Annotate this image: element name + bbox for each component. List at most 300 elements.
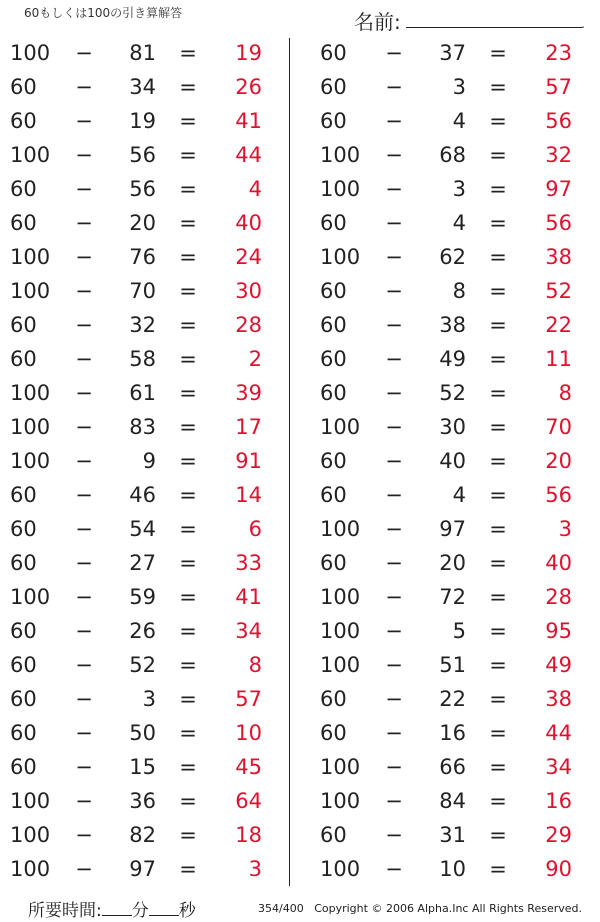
minuend: 100 xyxy=(320,245,361,269)
problem-row xyxy=(0,206,290,240)
answer: 90 xyxy=(545,857,572,881)
equals-sign: = xyxy=(179,857,197,881)
answer: 30 xyxy=(235,279,262,303)
seconds-blank xyxy=(149,901,179,916)
answer: 91 xyxy=(235,449,262,473)
minus-sign: − xyxy=(75,517,93,541)
minus-sign: − xyxy=(75,313,93,337)
problem-row xyxy=(310,342,600,376)
minus-sign: − xyxy=(385,347,403,371)
problem-row xyxy=(310,580,600,614)
problem-row xyxy=(310,444,600,478)
answer: 38 xyxy=(545,245,572,269)
answer: 34 xyxy=(545,755,572,779)
minuend: 100 xyxy=(10,415,51,439)
minuend: 100 xyxy=(320,415,361,439)
equals-sign: = xyxy=(179,823,197,847)
answer: 64 xyxy=(235,789,262,813)
minuend: 60 xyxy=(320,449,347,473)
problem-row xyxy=(0,750,290,784)
minus-sign: − xyxy=(75,687,93,711)
minus-sign: − xyxy=(385,551,403,575)
minuend: 60 xyxy=(10,687,37,711)
equals-sign: = xyxy=(179,517,197,541)
minuend: 60 xyxy=(320,721,347,745)
minus-sign: − xyxy=(385,857,403,881)
minus-sign: − xyxy=(385,279,403,303)
name-label: 名前: xyxy=(354,10,401,34)
answer: 18 xyxy=(235,823,262,847)
minus-sign: − xyxy=(385,687,403,711)
answer: 8 xyxy=(248,653,262,677)
problem-column-left xyxy=(0,36,290,886)
minutes-blank xyxy=(102,901,132,916)
equals-sign: = xyxy=(489,653,507,677)
minuend: 60 xyxy=(10,517,37,541)
equals-sign: = xyxy=(489,721,507,745)
subtrahend: 61 xyxy=(129,381,156,405)
minuend: 100 xyxy=(320,619,361,643)
problem-row xyxy=(310,716,600,750)
subtrahend: 9 xyxy=(142,449,156,473)
problem-row xyxy=(310,648,600,682)
subtrahend: 50 xyxy=(129,721,156,745)
problem-row xyxy=(0,138,290,172)
answer: 56 xyxy=(545,483,572,507)
problem-column-right xyxy=(310,36,600,886)
name-field-dot: . xyxy=(581,17,585,31)
subtrahend: 46 xyxy=(129,483,156,507)
answer: 44 xyxy=(545,721,572,745)
equals-sign: = xyxy=(489,245,507,269)
subtrahend: 31 xyxy=(439,823,466,847)
subtrahend: 4 xyxy=(452,109,466,133)
minus-sign: − xyxy=(75,483,93,507)
equals-sign: = xyxy=(489,585,507,609)
answer: 20 xyxy=(545,449,572,473)
seconds-unit: 秒 xyxy=(178,901,196,921)
equals-sign: = xyxy=(489,347,507,371)
answer: 2 xyxy=(248,347,262,371)
subtrahend: 66 xyxy=(439,755,466,779)
minuend: 60 xyxy=(320,823,347,847)
subtrahend: 19 xyxy=(129,109,156,133)
equals-sign: = xyxy=(489,143,507,167)
problem-row xyxy=(310,206,600,240)
subtrahend: 76 xyxy=(129,245,156,269)
answer: 19 xyxy=(235,41,262,65)
time-label: 所要時間: xyxy=(28,901,102,921)
answer: 8 xyxy=(558,381,572,405)
problem-row xyxy=(0,784,290,818)
subtrahend: 4 xyxy=(452,211,466,235)
problem-row xyxy=(0,36,290,70)
equals-sign: = xyxy=(179,279,197,303)
minus-sign: − xyxy=(75,211,93,235)
equals-sign: = xyxy=(179,245,197,269)
equals-sign: = xyxy=(179,109,197,133)
minus-sign: − xyxy=(385,143,403,167)
equals-sign: = xyxy=(179,211,197,235)
subtrahend: 97 xyxy=(439,517,466,541)
minus-sign: − xyxy=(385,211,403,235)
minus-sign: − xyxy=(75,177,93,201)
minus-sign: − xyxy=(75,245,93,269)
answer: 41 xyxy=(235,585,262,609)
answer: 95 xyxy=(545,619,572,643)
answer: 57 xyxy=(545,75,572,99)
minus-sign: − xyxy=(385,789,403,813)
problem-row xyxy=(310,512,600,546)
subtrahend: 8 xyxy=(452,279,466,303)
minus-sign: − xyxy=(75,823,93,847)
minuend: 60 xyxy=(10,483,37,507)
subtrahend: 38 xyxy=(439,313,466,337)
answer: 45 xyxy=(235,755,262,779)
minuend: 100 xyxy=(320,177,361,201)
answer: 32 xyxy=(545,143,572,167)
problem-row xyxy=(0,410,290,444)
minus-sign: − xyxy=(75,449,93,473)
minus-sign: − xyxy=(385,449,403,473)
minuend: 60 xyxy=(320,483,347,507)
problem-row xyxy=(0,240,290,274)
minuend: 100 xyxy=(10,381,51,405)
answer: 38 xyxy=(545,687,572,711)
problem-row xyxy=(310,614,600,648)
equals-sign: = xyxy=(179,347,197,371)
problem-row xyxy=(0,342,290,376)
subtrahend: 15 xyxy=(129,755,156,779)
minus-sign: − xyxy=(385,755,403,779)
answer: 28 xyxy=(235,313,262,337)
minus-sign: − xyxy=(75,279,93,303)
minus-sign: − xyxy=(385,721,403,745)
subtrahend: 27 xyxy=(129,551,156,575)
equals-sign: = xyxy=(489,41,507,65)
minus-sign: − xyxy=(75,109,93,133)
answer: 57 xyxy=(235,687,262,711)
problem-row xyxy=(0,444,290,478)
answer: 11 xyxy=(545,347,572,371)
minus-sign: − xyxy=(385,313,403,337)
equals-sign: = xyxy=(489,109,507,133)
minuend: 60 xyxy=(320,109,347,133)
answer: 40 xyxy=(235,211,262,235)
problem-row xyxy=(0,852,290,886)
minus-sign: − xyxy=(385,177,403,201)
subtrahend: 34 xyxy=(129,75,156,99)
minus-sign: − xyxy=(75,653,93,677)
subtrahend: 49 xyxy=(439,347,466,371)
problem-row xyxy=(310,818,600,852)
subtrahend: 26 xyxy=(129,619,156,643)
problem-row xyxy=(0,716,290,750)
equals-sign: = xyxy=(489,551,507,575)
problem-row xyxy=(0,818,290,852)
minuend: 100 xyxy=(320,143,361,167)
subtrahend: 81 xyxy=(129,41,156,65)
minus-sign: − xyxy=(75,585,93,609)
equals-sign: = xyxy=(179,177,197,201)
equals-sign: = xyxy=(179,687,197,711)
minuend: 100 xyxy=(10,279,51,303)
answer: 39 xyxy=(235,381,262,405)
minus-sign: − xyxy=(75,857,93,881)
problem-row xyxy=(310,104,600,138)
equals-sign: = xyxy=(489,381,507,405)
problem-row xyxy=(310,70,600,104)
minus-sign: − xyxy=(75,41,93,65)
equals-sign: = xyxy=(489,755,507,779)
equals-sign: = xyxy=(489,449,507,473)
minuend: 100 xyxy=(10,245,51,269)
minuend: 60 xyxy=(10,313,37,337)
problem-row xyxy=(310,682,600,716)
minuend: 60 xyxy=(10,755,37,779)
problem-row xyxy=(310,750,600,784)
subtrahend: 82 xyxy=(129,823,156,847)
subtrahend: 3 xyxy=(452,75,466,99)
equals-sign: = xyxy=(489,75,507,99)
minuend: 100 xyxy=(10,143,51,167)
minuend: 100 xyxy=(320,585,361,609)
equals-sign: = xyxy=(179,755,197,779)
minuend: 60 xyxy=(320,75,347,99)
subtrahend: 56 xyxy=(129,143,156,167)
problem-row xyxy=(0,648,290,682)
equals-sign: = xyxy=(179,381,197,405)
problem-row xyxy=(0,546,290,580)
time-taken xyxy=(28,896,196,921)
problem-row xyxy=(310,546,600,580)
problem-row xyxy=(0,614,290,648)
problem-row xyxy=(310,410,600,444)
minuend: 100 xyxy=(10,857,51,881)
minuend: 60 xyxy=(10,721,37,745)
equals-sign: = xyxy=(489,857,507,881)
minuend: 60 xyxy=(320,41,347,65)
answer: 4 xyxy=(248,177,262,201)
subtrahend: 97 xyxy=(129,857,156,881)
minus-sign: − xyxy=(75,381,93,405)
answer: 49 xyxy=(545,653,572,677)
minus-sign: − xyxy=(75,755,93,779)
answer: 52 xyxy=(545,279,572,303)
minuend: 60 xyxy=(10,347,37,371)
problem-row xyxy=(310,784,600,818)
problem-row xyxy=(310,852,600,886)
minus-sign: − xyxy=(385,483,403,507)
minus-sign: − xyxy=(75,551,93,575)
minus-sign: − xyxy=(75,619,93,643)
subtrahend: 59 xyxy=(129,585,156,609)
minus-sign: − xyxy=(385,75,403,99)
minus-sign: − xyxy=(385,653,403,677)
minuend: 60 xyxy=(10,619,37,643)
subtrahend: 36 xyxy=(129,789,156,813)
minuend: 60 xyxy=(320,687,347,711)
equals-sign: = xyxy=(489,211,507,235)
problem-row xyxy=(0,274,290,308)
minus-sign: − xyxy=(385,415,403,439)
minutes-unit: 分 xyxy=(131,901,149,921)
minuend: 100 xyxy=(320,857,361,881)
worksheet-title: 60もしくは100の引き算解答 xyxy=(24,6,183,20)
problem-row xyxy=(0,682,290,716)
equals-sign: = xyxy=(179,653,197,677)
equals-sign: = xyxy=(489,823,507,847)
minus-sign: − xyxy=(75,789,93,813)
minuend: 60 xyxy=(320,347,347,371)
minus-sign: − xyxy=(385,619,403,643)
problem-row xyxy=(310,172,600,206)
equals-sign: = xyxy=(179,483,197,507)
equals-sign: = xyxy=(179,551,197,575)
answer: 24 xyxy=(235,245,262,269)
problem-row xyxy=(310,376,600,410)
minuend: 100 xyxy=(320,653,361,677)
subtrahend: 16 xyxy=(439,721,466,745)
answer: 10 xyxy=(235,721,262,745)
equals-sign: = xyxy=(489,687,507,711)
answer: 34 xyxy=(235,619,262,643)
footer-info xyxy=(258,902,582,915)
minuend: 100 xyxy=(10,823,51,847)
minuend: 60 xyxy=(10,653,37,677)
minuend: 100 xyxy=(10,449,51,473)
subtrahend: 52 xyxy=(129,653,156,677)
answer: 29 xyxy=(545,823,572,847)
equals-sign: = xyxy=(489,313,507,337)
equals-sign: = xyxy=(179,619,197,643)
subtrahend: 72 xyxy=(439,585,466,609)
problem-row xyxy=(0,70,290,104)
minus-sign: − xyxy=(75,721,93,745)
minuend: 60 xyxy=(320,381,347,405)
equals-sign: = xyxy=(489,279,507,303)
problem-row xyxy=(310,478,600,512)
equals-sign: = xyxy=(489,517,507,541)
minuend: 60 xyxy=(320,551,347,575)
equals-sign: = xyxy=(489,415,507,439)
answer: 3 xyxy=(558,517,572,541)
subtrahend: 22 xyxy=(439,687,466,711)
subtrahend: 52 xyxy=(439,381,466,405)
problem-row xyxy=(310,274,600,308)
subtrahend: 70 xyxy=(129,279,156,303)
subtrahend: 3 xyxy=(142,687,156,711)
page-number: 354/400 xyxy=(258,902,304,915)
equals-sign: = xyxy=(489,177,507,201)
minus-sign: − xyxy=(385,585,403,609)
answer: 22 xyxy=(545,313,572,337)
minus-sign: − xyxy=(385,109,403,133)
minuend: 100 xyxy=(320,517,361,541)
subtrahend: 37 xyxy=(439,41,466,65)
subtrahend: 10 xyxy=(439,857,466,881)
subtrahend: 58 xyxy=(129,347,156,371)
minuend: 60 xyxy=(10,551,37,575)
minuend: 100 xyxy=(10,41,51,65)
answer: 3 xyxy=(248,857,262,881)
equals-sign: = xyxy=(489,789,507,813)
subtrahend: 62 xyxy=(439,245,466,269)
problem-row xyxy=(0,478,290,512)
problem-row xyxy=(310,36,600,70)
minuend: 100 xyxy=(10,585,51,609)
subtrahend: 40 xyxy=(439,449,466,473)
minus-sign: − xyxy=(385,381,403,405)
subtrahend: 5 xyxy=(452,619,466,643)
minuend: 60 xyxy=(10,75,37,99)
problem-row xyxy=(310,138,600,172)
problem-row xyxy=(0,308,290,342)
problem-row xyxy=(0,376,290,410)
minuend: 60 xyxy=(320,279,347,303)
equals-sign: = xyxy=(179,449,197,473)
copyright-text: Copyright © 2006 Alpha.Inc All Rights Reserved. xyxy=(314,902,582,915)
subtrahend: 56 xyxy=(129,177,156,201)
answer: 26 xyxy=(235,75,262,99)
subtrahend: 4 xyxy=(452,483,466,507)
minuend: 100 xyxy=(10,789,51,813)
subtrahend: 20 xyxy=(129,211,156,235)
equals-sign: = xyxy=(179,789,197,813)
equals-sign: = xyxy=(179,415,197,439)
problem-row xyxy=(0,580,290,614)
answer: 56 xyxy=(545,211,572,235)
subtrahend: 54 xyxy=(129,517,156,541)
answer: 40 xyxy=(545,551,572,575)
answer: 16 xyxy=(545,789,572,813)
answer: 17 xyxy=(235,415,262,439)
answer: 97 xyxy=(545,177,572,201)
answer: 23 xyxy=(545,41,572,65)
minuend: 60 xyxy=(10,177,37,201)
minuend: 60 xyxy=(320,313,347,337)
minus-sign: − xyxy=(75,415,93,439)
equals-sign: = xyxy=(489,483,507,507)
minuend: 100 xyxy=(320,789,361,813)
minuend: 60 xyxy=(10,109,37,133)
problem-row xyxy=(0,104,290,138)
minus-sign: − xyxy=(385,41,403,65)
equals-sign: = xyxy=(179,721,197,745)
answer: 33 xyxy=(235,551,262,575)
subtrahend: 3 xyxy=(452,177,466,201)
equals-sign: = xyxy=(179,585,197,609)
minus-sign: − xyxy=(75,75,93,99)
answer: 28 xyxy=(545,585,572,609)
subtrahend: 68 xyxy=(439,143,466,167)
subtrahend: 20 xyxy=(439,551,466,575)
subtrahend: 83 xyxy=(129,415,156,439)
answer: 41 xyxy=(235,109,262,133)
minus-sign: − xyxy=(75,347,93,371)
minuend: 100 xyxy=(320,755,361,779)
subtrahend: 30 xyxy=(439,415,466,439)
equals-sign: = xyxy=(179,313,197,337)
minus-sign: − xyxy=(385,823,403,847)
answer: 6 xyxy=(248,517,262,541)
answer: 70 xyxy=(545,415,572,439)
minus-sign: − xyxy=(385,517,403,541)
minus-sign: − xyxy=(385,245,403,269)
answer: 14 xyxy=(235,483,262,507)
minuend: 60 xyxy=(10,211,37,235)
problem-row xyxy=(310,240,600,274)
